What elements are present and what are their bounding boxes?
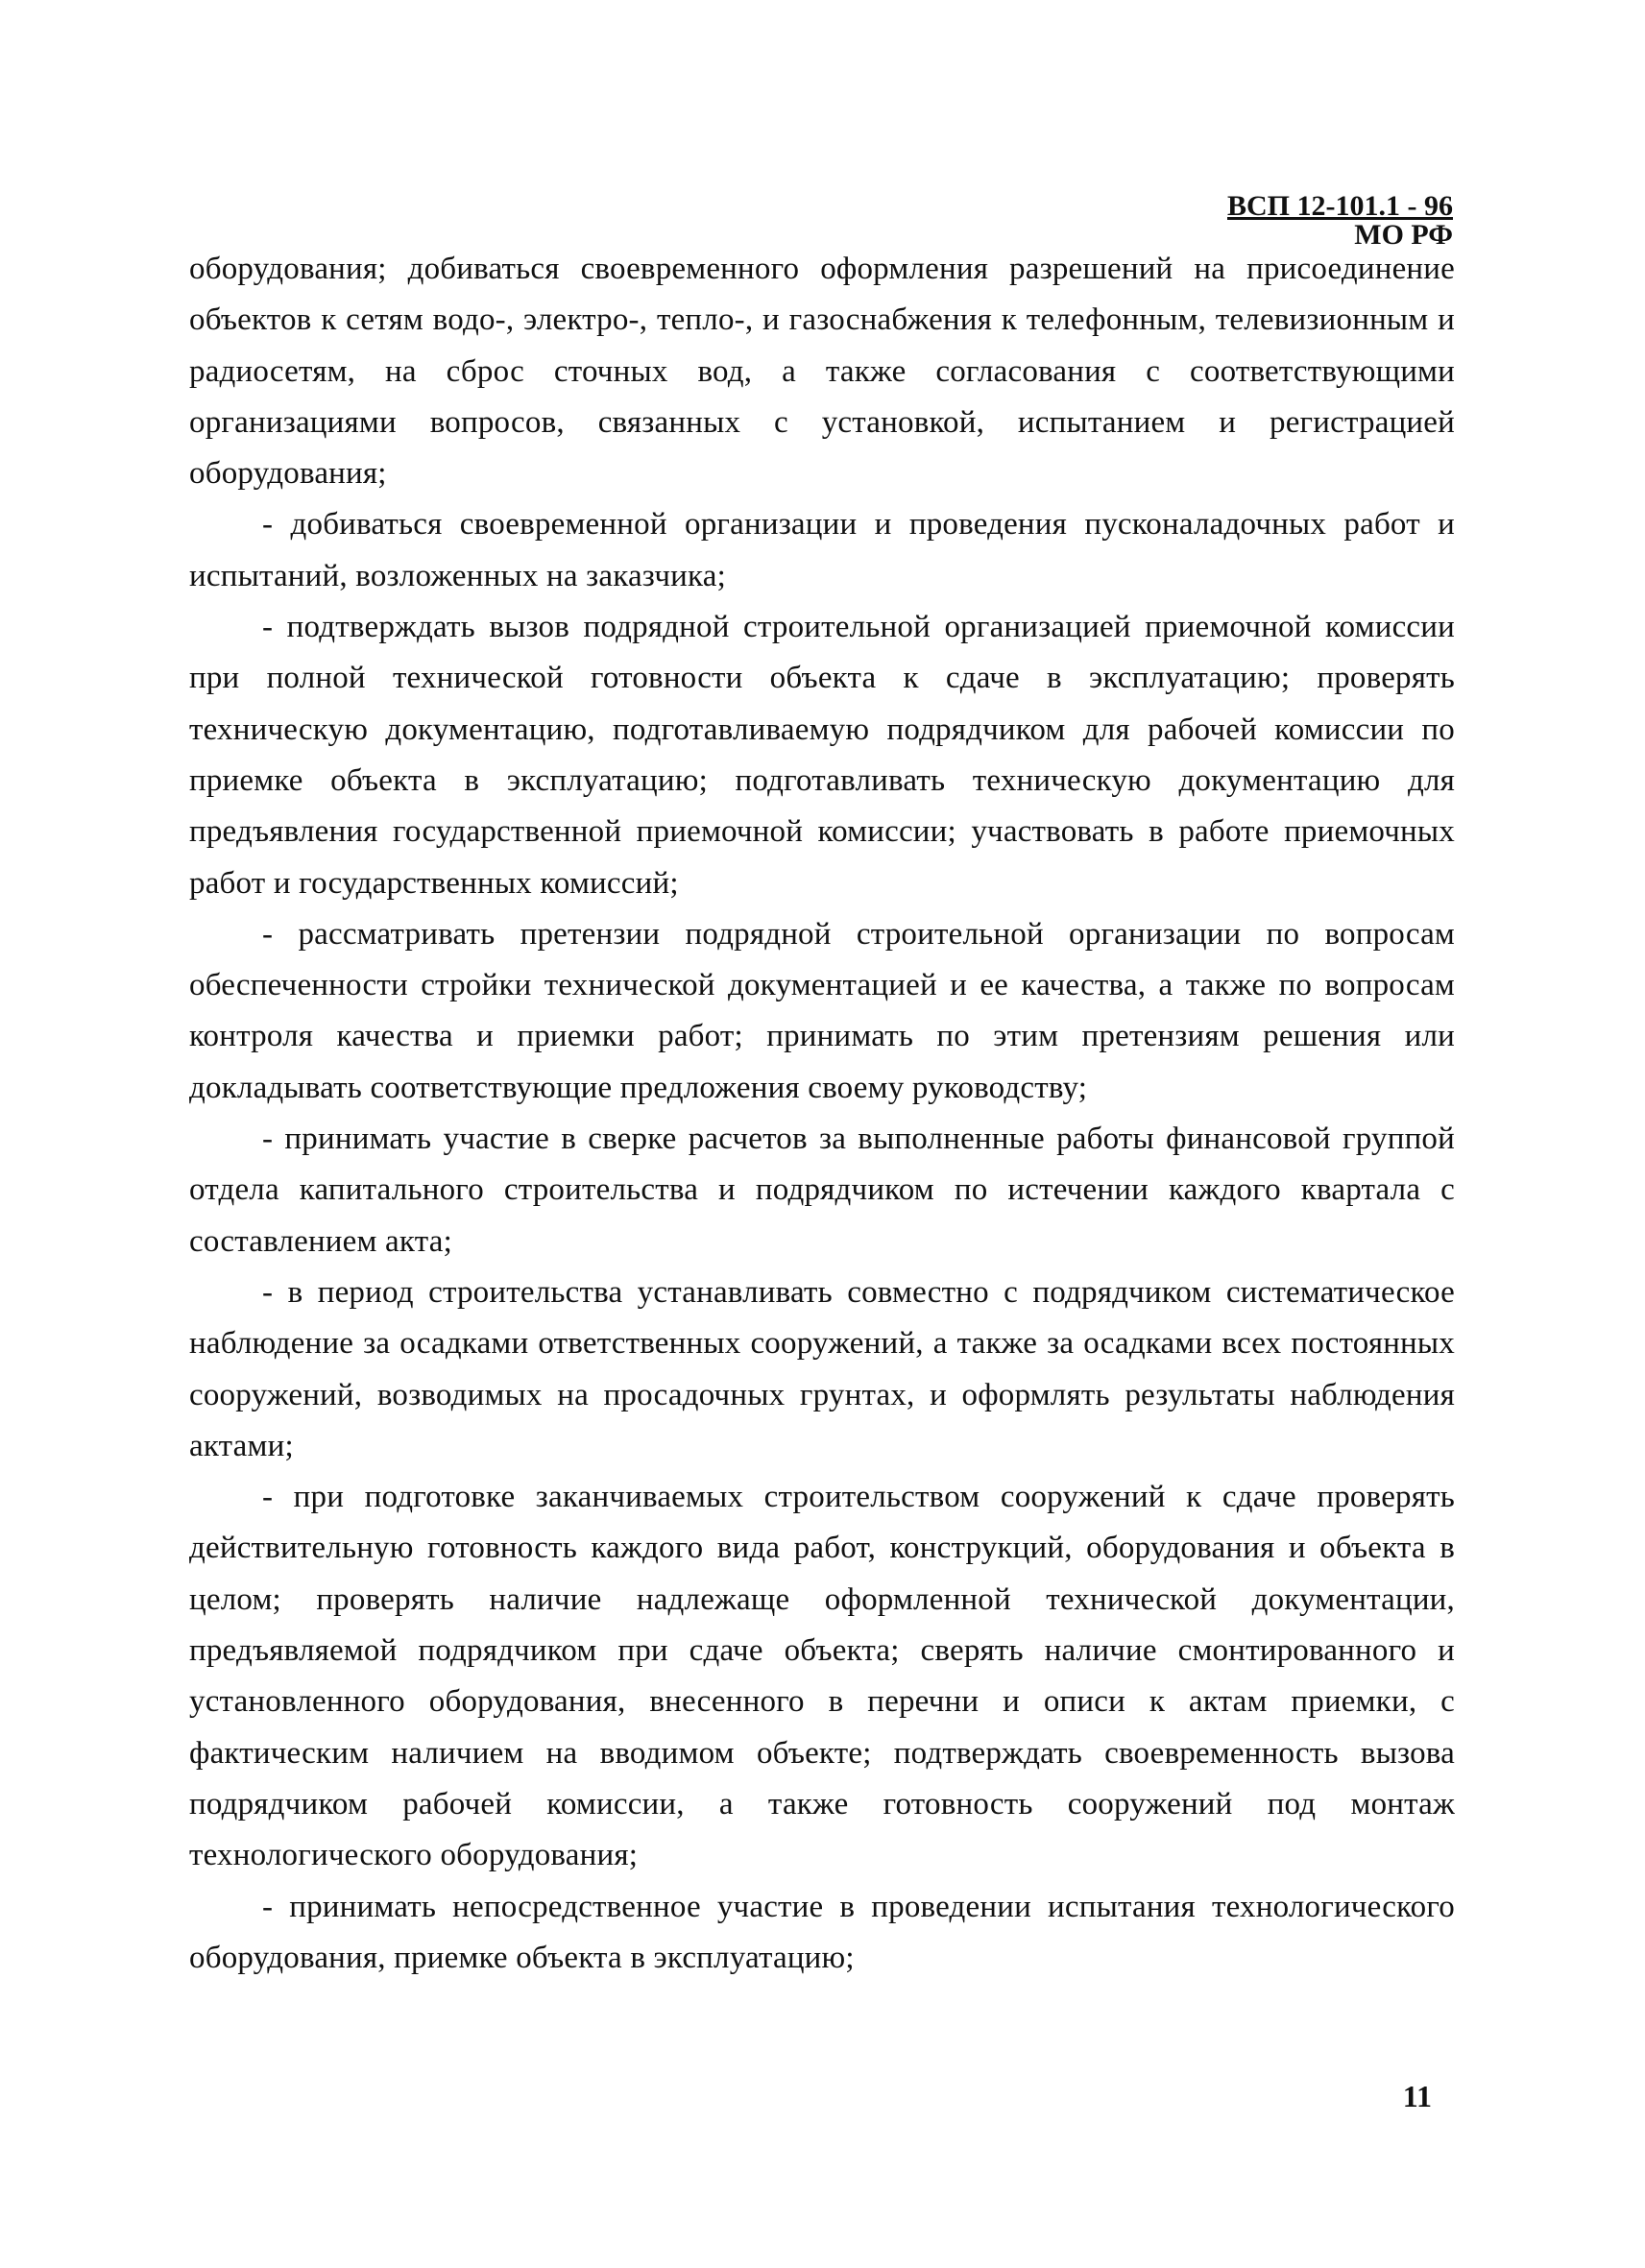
paragraph-item: - подтверждать вызов подрядной строительной организацией приемочной комиссии при полной технической готовности объекта к сдаче в эксплуатацию; проверять техническую документацию, подготавливаемую подрядчиком для рабочей комиссии по приемке объекта в эксплуатацию; подготавливать техническую документацию для предъявления государственной приемочной комиссии; участвовать в работе приемочных работ и государственных комиссий;: [189, 610, 1455, 901]
paragraph-item: - принимать непосредственное участие в проведении испытания технологического оборудования, приемке объекта в эксплуатацию;: [189, 1889, 1455, 1975]
document-body: [189, 244, 1455, 1984]
paragraph-continuation: оборудования; добиваться своевременного оформления разрешений на присоединение объектов к сетям водо-, электро-, тепло-, и газоснабжения к телефонным, телевизионным и радиосетям, на сброс сточных вод, а также согласования с соответствующими организациями вопросов, связанных с установкой, испытанием и регистрацией оборудования;: [189, 252, 1455, 492]
paragraph-item: - при подготовке заканчиваемых строительством сооружений к сдаче проверять действительную готовность каждого вида работ, конструкций, оборудования и объекта в целом; проверять наличие надлежаще оформленной технической документации, предъявляемой подрядчиком при сдаче объекта; сверять наличие смонтированного и установленного оборудования, внесенного в перечни и описи к актам приемки, с фактическим наличием на вводимом объекте; подтверждать своевременность вызова подрядчиком рабочей комиссии, а также готовность сооружений под монтаж технологического оборудования;: [189, 1480, 1455, 1873]
paragraph-item: - рассматривать претензии подрядной строительной организации по вопросам обеспеченности стройки технической документацией и ее качества, а также по вопросам контроля качества и приемки работ; принимать по этим претензиям решения или докладывать соответствующие предложения своему руководству;: [189, 916, 1455, 1105]
paragraph-item: - принимать участие в сверке расчетов за выполненные работы финансовой группой отдела капитального строительства и подрядчиком по истечении каждого квартала с составлением акта;: [189, 1122, 1455, 1259]
page-number: 11: [1402, 2079, 1432, 2113]
document-organization: МО РФ: [1354, 219, 1453, 251]
document-header: [1227, 192, 1453, 250]
document-code: ВСП 12-101.1 - 96: [1227, 190, 1453, 222]
paragraph-item: - добиваться своевременной организации и проведения пусконаладочных работ и испытаний, возложенных на заказчика;: [189, 507, 1455, 593]
paragraph-item: - в период строительства устанавливать совместно с подрядчиком систематическое наблюдение за осадками ответственных сооружений, а также за осадками всех постоянных сооружений, возводимых на просадочных грунтах, и оформлять результаты наблюдения актами;: [189, 1274, 1455, 1463]
